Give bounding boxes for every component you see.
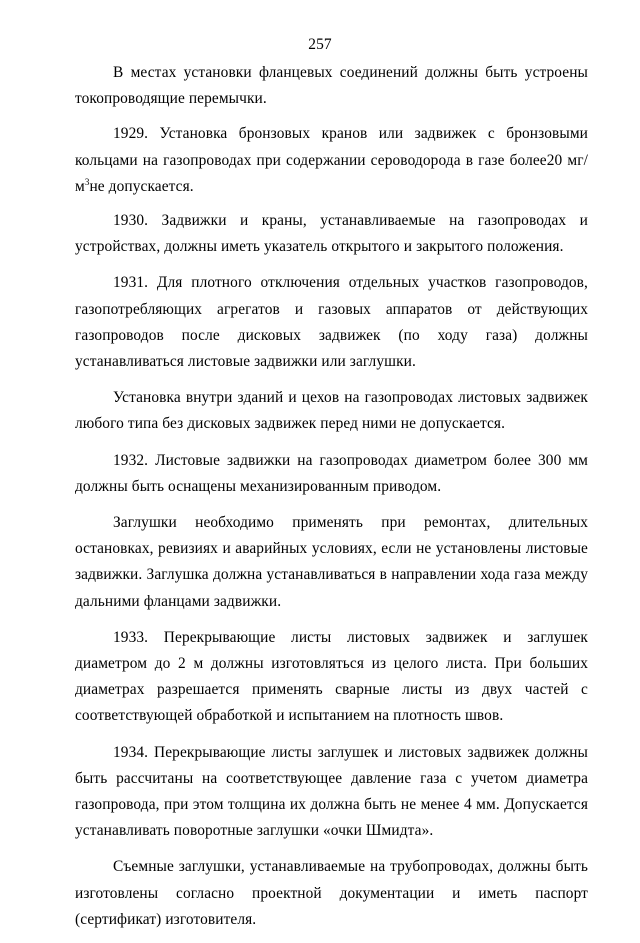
paragraph-installation-inside: Установка внутри зданий и цехов на газопроводах листовых задвижек любого типа без дисковых задвижек перед ними не допускается.: [75, 389, 588, 433]
document-body: [75, 60, 588, 943]
paragraph-jumpers: В местах установки фланцевых соединений должны быть устроены токопроводящие перемычки.: [75, 64, 588, 108]
paragraph-removable-blinds: Съемные заглушки, устанавливаемые на трубопроводах, должны быть изготовлены согласно проектной документации и иметь паспорт (сертификат) изготовителя.: [75, 858, 588, 928]
paragraph-1934: 1934. Перекрывающие листы заглушек и листовых задвижек должны быть рассчитаны на соответствующее давление газа с учетом диаметра газопровода, при этом толщина их должна быть не менее 4 мм. Допускается устанавливать поворотные заглушки «очки Шмидта».: [75, 743, 588, 840]
paragraph-blinds-usage: Заглушки необходимо применять при ремонтах, длительных остановках, ревизиях и аварийных условиях, если не установлены листовые задвижки. Заглушка должна устанавливаться в направлении хода газа между дальними фланцами задвижки.: [75, 514, 588, 610]
paragraph-1929: [75, 121, 588, 200]
paragraph-1930: 1930. Задвижки и краны, устанавливаемые на газопроводах и устройствах, должны иметь указатель открытого и закрытого положения.: [75, 212, 588, 256]
paragraph-1929-text: 1929. Установка бронзовых кранов или задвижек с бронзовыми кольцами на газопроводах при содержании сероводорода в газе более20: [75, 125, 588, 169]
unit-prefix: мг/м: [75, 151, 589, 195]
paragraph-1933: 1933. Перекрывающие листы листовых задвижек и заглушек диаметром до 2 м должны изготовляться из целого листа. При больших диаметрах разрешается применять сварные листы из двух частей с соответствующей обработкой и испытанием на плотность швов.: [75, 628, 588, 725]
unit-superscript: 3: [84, 176, 90, 187]
paragraph-1932: 1932. Листовые задвижки на газопроводах диаметром более 300 мм должны быть оснащены механизированным приводом.: [75, 451, 588, 495]
paragraph-1931: 1931. Для плотного отключения отдельных участков газопроводов, газопотребляющих агрегатов и газовых аппаратов от действующих газопроводов после дисковых задвижек (по ходу газа) должны устанавливаться листовые задвижки или заглушки.: [75, 274, 588, 371]
unit-suffix: не допускается.: [89, 177, 194, 195]
page-number: 257: [308, 36, 332, 53]
